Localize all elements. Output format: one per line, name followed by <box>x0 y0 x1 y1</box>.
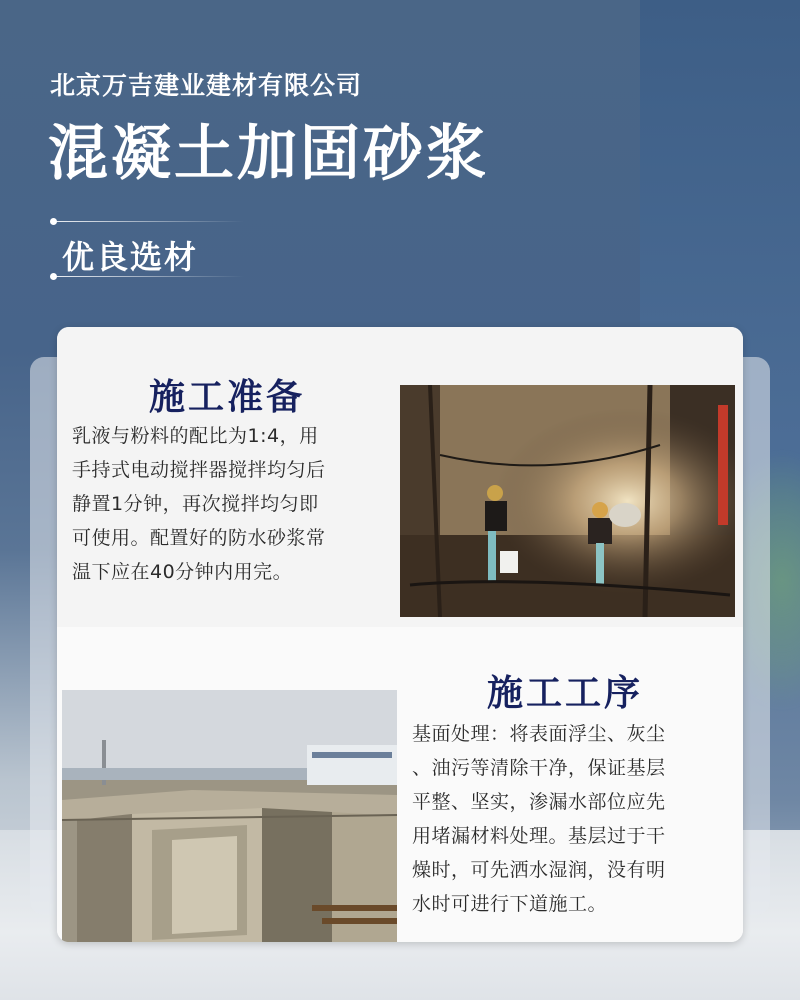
text-line: 燥时，可先洒水湿润，没有明 <box>412 859 666 881</box>
text-line: 可使用。配置好的防水砂浆常 <box>72 527 326 549</box>
section-text <box>412 717 737 921</box>
text-line: 静置1分钟，再次搅拌均匀即 <box>72 493 319 515</box>
section-text <box>72 419 397 589</box>
text-line: 、油污等清除干净，保证基层 <box>412 757 666 779</box>
badge-line <box>54 276 244 277</box>
badge-line <box>54 221 244 222</box>
construction-site-photo <box>400 385 735 617</box>
product-title: 混凝土加固砂浆 <box>48 119 489 189</box>
section-title: 施工工序 <box>487 673 644 714</box>
content-card <box>57 327 743 942</box>
text-line: 手持式电动搅拌器搅拌均匀后 <box>72 459 326 481</box>
text-line: 基面处理：将表面浮尘、灰尘 <box>412 723 666 745</box>
text-line: 用堵漏材料处理。基层过于干 <box>412 825 666 847</box>
concrete-tank-photo <box>62 690 397 942</box>
badge-label: 优良选材 <box>62 238 199 276</box>
text-line: 水时可进行下道施工。 <box>412 893 608 915</box>
section-title: 施工准备 <box>149 377 306 418</box>
section-preparation <box>57 327 743 627</box>
text-line: 温下应在40分钟内用完。 <box>72 561 293 583</box>
company-name: 北京万吉建业建材有限公司 <box>50 71 363 100</box>
feature-badge <box>50 218 250 280</box>
text-line: 乳液与粉料的配比为1:4，用 <box>72 425 319 447</box>
text-line: 平整、坚实，渗漏水部位应先 <box>412 791 666 813</box>
